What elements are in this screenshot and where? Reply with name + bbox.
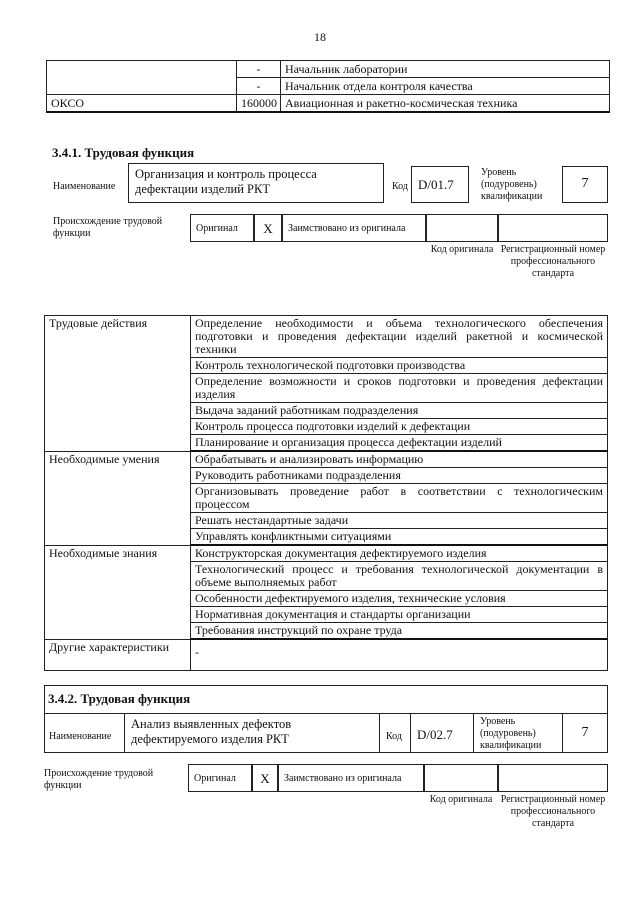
table-row [47, 61, 610, 78]
borrowed-label: Заимствовано из оригинала [282, 214, 426, 242]
list-item: Требования инструкций по охране труда [191, 623, 608, 640]
list-item: Конструкторская документация дефектируемого изделия [191, 545, 608, 562]
list-item: Нормативная документация и стандарты организации [191, 607, 608, 623]
reg-number-caption: Регистрационный номер профессионального стандарта [500, 794, 606, 829]
name-label: Наименование [53, 181, 116, 192]
table-row [45, 316, 608, 358]
code-original-caption: Код оригинала [429, 794, 493, 805]
function-code: D/01.7 [411, 166, 469, 203]
list-item: - [191, 639, 608, 670]
code-label: Код [386, 731, 402, 742]
original-mark: X [254, 214, 282, 242]
qualification-table [46, 60, 610, 113]
list-item: Определение возможности и сроков подготовки и проведения дефектации изделия [191, 374, 608, 403]
table-row [45, 545, 608, 562]
list-item: Определение необходимости и объема технологического обеспечения подготовки и проведения дефектации изделий ракетной и космической техники [191, 316, 608, 358]
table-cell: Начальник лаборатории [281, 61, 610, 78]
function-details-table [44, 315, 608, 671]
function-name: Организация и контроль процесса дефектации изделий РКТ [128, 163, 384, 203]
original-label: Оригинал [190, 214, 254, 242]
code-original-box [426, 214, 498, 242]
table-cell: Авиационная и ракетно-космическая техника [281, 95, 610, 113]
list-item: Особенности дефектируемого изделия, технические условия [191, 591, 608, 607]
page-number: 18 [314, 30, 326, 44]
level-value: 7 [562, 713, 608, 753]
list-item: Выдача заданий работникам подразделения [191, 403, 608, 419]
reg-number-box [498, 214, 608, 242]
origin-label: Происхождение трудовой функции [44, 768, 154, 791]
section-title-341: 3.4.1. Трудовая функция [52, 145, 195, 160]
original-mark: X [252, 764, 278, 792]
list-item: Контроль процесса подготовки изделий к дефектации [191, 419, 608, 435]
table-row [45, 639, 608, 670]
category-cell: Необходимые знания [45, 545, 191, 639]
table-row [45, 451, 608, 468]
reg-number-box [498, 764, 608, 792]
reg-number-caption: Регистрационный номер профессионального стандарта [500, 244, 606, 279]
table-cell: - [237, 78, 281, 95]
category-cell: Другие характеристики [45, 639, 191, 670]
level-label: Уровень (подуровень) квалификации [481, 167, 543, 202]
name-label: Наименование [49, 731, 112, 742]
category-cell: Необходимые умения [45, 451, 191, 545]
function-name: Анализ выявленных дефектов дефектируемого изделия РКТ [124, 713, 380, 753]
level-value: 7 [562, 166, 608, 203]
table-cell: 160000 [237, 95, 281, 113]
list-item: Организовывать проведение работ в соответствии с технологическим процессом [191, 484, 608, 513]
list-item: Управлять конфликтными ситуациями [191, 529, 608, 546]
level-label: Уровень (подуровень) квалификации [480, 716, 542, 751]
list-item: Решать нестандартные задачи [191, 513, 608, 529]
list-item: Контроль технологической подготовки производства [191, 358, 608, 374]
original-label: Оригинал [188, 764, 252, 792]
list-item: Руководить работниками подразделения [191, 468, 608, 484]
code-label: Код [392, 181, 408, 192]
borrowed-label: Заимствовано из оригинала [278, 764, 424, 792]
table-row [47, 95, 610, 113]
list-item: Технологический процесс и требования технологической документации в объеме выполняемых работ [191, 562, 608, 591]
code-original-caption: Код оригинала [430, 244, 494, 255]
section-title-342: 3.4.2. Трудовая функция [48, 691, 191, 706]
table-cell: - [237, 61, 281, 78]
list-item: Обрабатывать и анализировать информацию [191, 451, 608, 468]
table-cell: ОКСО [47, 95, 237, 113]
table-cell [47, 61, 237, 95]
code-original-box [424, 764, 498, 792]
table-cell: Начальник отдела контроля качества [281, 78, 610, 95]
function-code: D/02.7 [410, 713, 474, 753]
category-cell: Трудовые действия [45, 316, 191, 452]
origin-label: Происхождение трудовой функции [53, 216, 163, 239]
list-item: Планирование и организация процесса дефектации изделий [191, 435, 608, 452]
